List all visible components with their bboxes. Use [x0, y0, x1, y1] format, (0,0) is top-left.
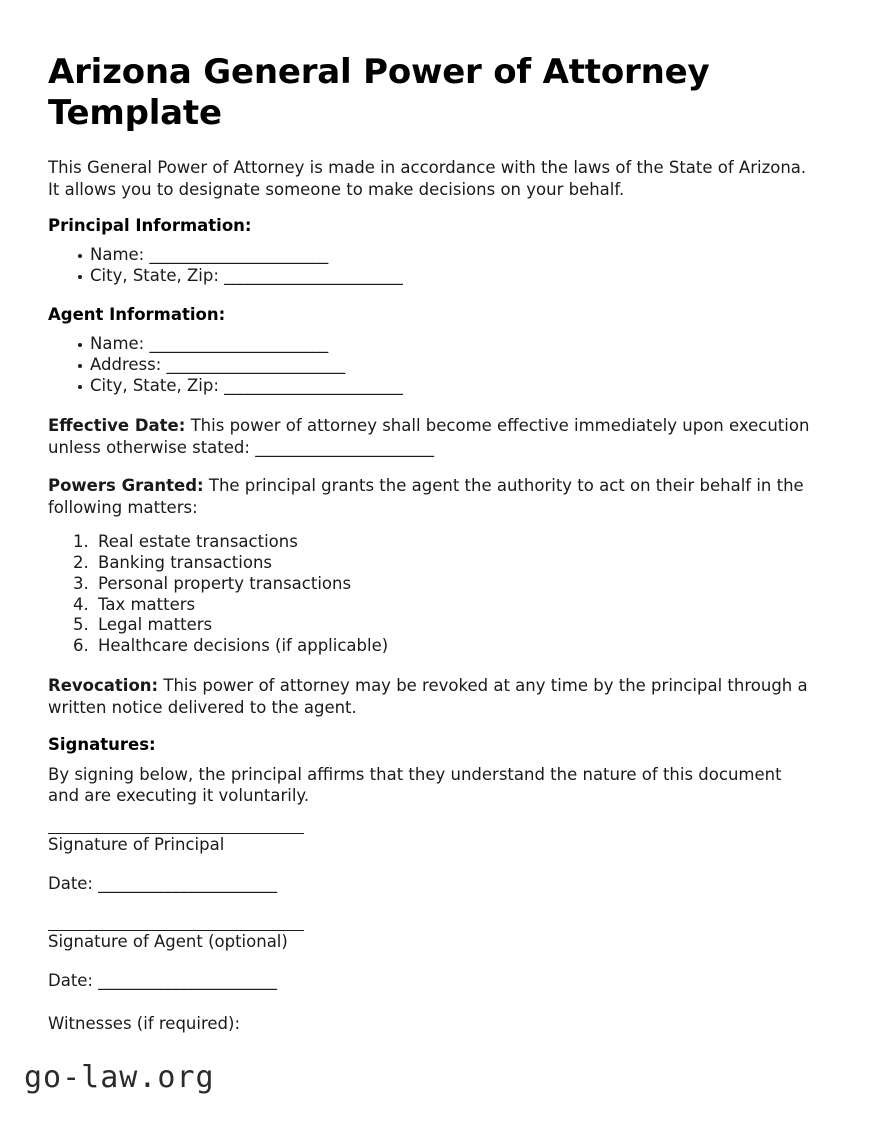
- list-item: [78, 376, 814, 397]
- principal-citystatezip-label: City, State, Zip:: [90, 266, 219, 286]
- signature-affirmation: By signing below, the principal affirms that they understand the nature of this document and are executing it voluntarily.: [48, 764, 782, 806]
- list-item: [78, 245, 814, 266]
- powers-granted-list: [48, 532, 814, 657]
- powers-granted-text: The principal grants the agent the authority to act on their behalf in the following matters:: [48, 475, 804, 517]
- principal-date-blank[interactable]: _______________________: [98, 873, 277, 893]
- powers-granted-lead: Powers Granted:: [48, 475, 204, 495]
- agent-name-label: Name:: [90, 334, 145, 354]
- agent-address-label: Address:: [90, 355, 162, 375]
- powers-granted-paragraph: [48, 475, 814, 519]
- effective-date-paragraph: [48, 415, 814, 459]
- list-item: 6. Healthcare decisions (if applicable): [94, 636, 814, 657]
- principal-information-fields: [48, 245, 814, 287]
- witnesses-label: Witnesses (if required):: [48, 1013, 241, 1033]
- list-item: [78, 355, 814, 376]
- list-item: 4. Tax matters: [94, 595, 814, 616]
- agent-signature-line[interactable]: [48, 930, 304, 931]
- list-item: [78, 334, 814, 355]
- revocation-lead: Revocation:: [48, 675, 159, 695]
- agent-address-blank[interactable]: _______________________: [166, 355, 345, 375]
- agent-citystatezip-blank[interactable]: _______________________: [224, 376, 403, 396]
- list-item: 5. Legal matters: [94, 615, 814, 636]
- list-item: 2. Banking transactions: [94, 553, 814, 574]
- principal-date-label: Date:: [48, 873, 93, 893]
- site-watermark: go-law.org: [24, 1060, 215, 1095]
- agent-date-row: [48, 971, 814, 992]
- principal-information-heading: Principal Information:: [48, 216, 252, 236]
- principal-citystatezip-blank[interactable]: _______________________: [224, 266, 403, 286]
- agent-information-fields: [48, 334, 814, 397]
- agent-signature-label: Signature of Agent (optional): [48, 932, 288, 952]
- principal-signature-block: [48, 833, 814, 894]
- principal-name-label: Name:: [90, 245, 145, 265]
- list-item: 1. Real estate transactions: [94, 532, 814, 553]
- page-title: Arizona General Power of Attorney Template: [48, 52, 710, 134]
- agent-date-blank[interactable]: _______________________: [98, 970, 277, 990]
- agent-information-heading: Agent Information:: [48, 305, 226, 325]
- effective-date-text: This power of attorney shall become effective immediately upon execution unless otherwise stated:: [48, 416, 810, 457]
- effective-date-lead: Effective Date:: [48, 416, 186, 436]
- revocation-text: This power of attorney may be revoked at any time by the principal through a written notice delivered to the agent.: [48, 675, 808, 717]
- principal-date-row: [48, 874, 814, 895]
- agent-name-blank[interactable]: _______________________: [149, 334, 328, 354]
- document-content: [48, 52, 814, 1034]
- agent-date-label: Date:: [48, 970, 93, 990]
- signatures-heading: Signatures:: [48, 734, 156, 754]
- principal-signature-line[interactable]: [48, 833, 304, 834]
- list-item: [78, 266, 814, 287]
- agent-signature-block: [48, 930, 814, 1034]
- list-item: 3. Personal property transactions: [94, 574, 814, 595]
- principal-name-blank[interactable]: _______________________: [149, 245, 328, 265]
- revocation-paragraph: [48, 675, 814, 719]
- effective-date-blank[interactable]: _______________________: [255, 438, 434, 457]
- principal-signature-label: Signature of Principal: [48, 835, 225, 855]
- intro-paragraph: This General Power of Attorney is made in accordance with the laws of the State of Arizona. It allows you to designate someone to make decisions on your behalf.: [48, 157, 807, 199]
- agent-citystatezip-label: City, State, Zip:: [90, 376, 219, 396]
